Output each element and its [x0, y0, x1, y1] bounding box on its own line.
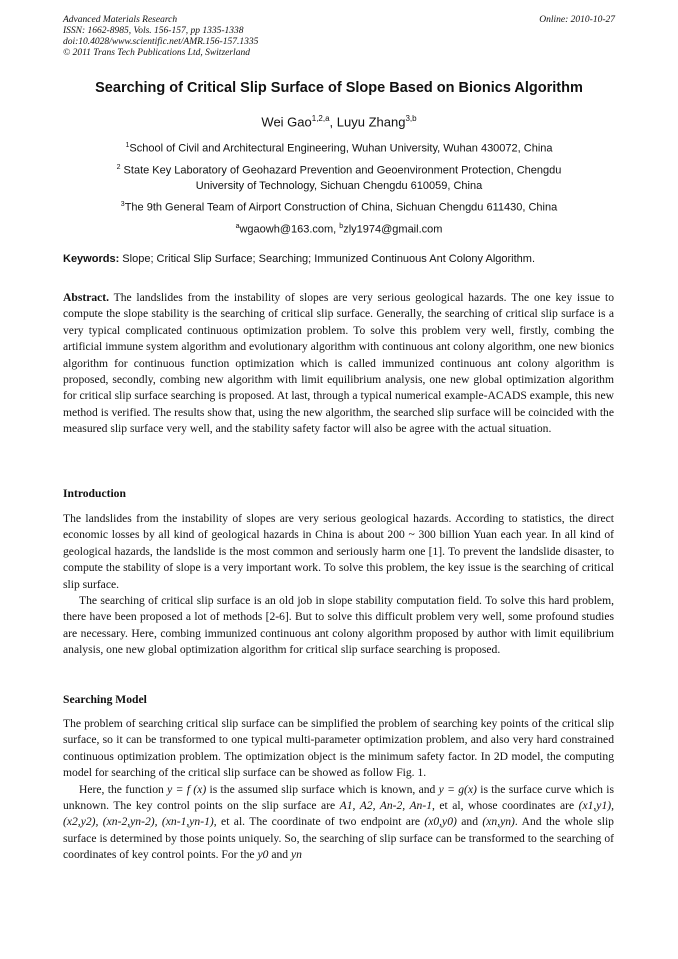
section-heading-searching-model: Searching Model — [63, 693, 147, 706]
math-expression: A1, A2, An-2, An-1 — [339, 799, 432, 813]
paragraph: Here, the function y = f (x) is the assumed slip surface which is known, and y = g(x) is the surface curve which is unknown. The key control points on the slip surface are A1, A2, An-2, An-1, et al, whose coordinates are (x1,y1), (x2,y2), (xn-2,yn-2), (xn-1,yn-1), et al. The coordinate of two endpoint are (x0,y0) and (xn,yn). And the whole slip surface is determined by those points uniquely. So, the searching of slip surface can be transformed to the searching of coordinates of key control points. For the y0 and yn — [63, 782, 615, 862]
journal-name: Advanced Materials Research — [63, 15, 178, 25]
section-heading-introduction: Introduction — [63, 487, 126, 500]
affiliation-3 — [60, 197, 618, 216]
author-separator: , — [329, 114, 337, 130]
doi-line[interactable]: doi:10.4028/www.scientific.net/AMR.156-157.1335 — [63, 37, 259, 47]
journal-header — [63, 15, 258, 59]
math-expression: (xn,yn) — [482, 815, 515, 829]
online-date: Online: 2010-10-27 — [539, 15, 615, 25]
paragraph: The problem of searching critical slip surface can be simplified the problem of searching key points of the critical slip surface, so it can be transformed to one typical multi-parameter optimization problem, and also very hard constrained continuous optimization problem. The optimization object is the minimum safety factor. In 2D model, the computing model for searching of the critical slip surface can be showed as follow Fig. 1. — [63, 717, 614, 780]
math-expression: y0 — [257, 848, 269, 862]
paper-title: Searching of Critical Slip Surface of Slope Based on Bionics Algorithm — [95, 80, 583, 96]
affiliation-text: University of Technology, Sichuan Chengdu 610059, China — [195, 179, 483, 192]
author-sup: 1,2,a — [311, 114, 330, 123]
email-link[interactable]: zly1974@gmail.com — [343, 223, 443, 236]
math-expression: yn — [290, 848, 302, 862]
email-link[interactable]: wgaowh@163.com, — [239, 223, 340, 236]
affiliation-text: The 9th General Team of Airport Construction of China, Sichuan Chengdu 611430, China — [124, 201, 558, 214]
math-expression: (x0,y0) — [424, 815, 457, 829]
email-line — [60, 219, 618, 238]
math-expression: y = g(x) — [438, 782, 477, 796]
model-body — [63, 716, 614, 864]
email-sup: b — [339, 223, 344, 230]
introduction-body — [63, 511, 614, 659]
affiliation-text: School of Civil and Architectural Engineering, Wuhan University, Wuhan 430072, China — [129, 142, 553, 155]
copyright-line: © 2011 Trans Tech Publications Ltd, Switzerland — [63, 48, 250, 58]
affiliation-1 — [60, 138, 618, 157]
author-sup: 3,b — [405, 114, 417, 123]
paragraph: The landslides from the instability of slopes are very serious geological hazards. According to statistics, the direct economic losses by all kind of geological hazards in China is about 200 ~ 300 billion Yuan each year. In all kind of geological hazards, the landslide is the most common and seriously harm one [1]. To prevent the landslide disaster, to compute the stability of slope is a very important work. To solve this problem, the key issue is the searching of critical slip surface. — [63, 512, 614, 591]
keywords-text: Slope; Critical Slip Surface; Searching; Immunized Continuous Ant Colony Algorithm. — [119, 253, 536, 265]
abstract-label: Abstract. — [63, 291, 110, 304]
affiliation-sup: 1 — [125, 142, 130, 149]
math-expression: (x1,y1), (x2,y2), (xn-2,yn-2), (xn-1,yn-1) — [63, 799, 615, 829]
affiliation-sup: 3 — [120, 201, 125, 208]
author-name: Luyu Zhang — [336, 114, 406, 130]
math-expression: y = f (x) — [167, 782, 207, 796]
affiliation-2 — [60, 160, 618, 194]
keywords — [63, 253, 623, 265]
keywords-label: Keywords: — [63, 253, 120, 265]
issn-line: ISSN: 1662-8985, Vols. 156-157, pp 1335-1338 — [63, 26, 244, 36]
author-name: Wei Gao — [261, 114, 312, 130]
affiliation-text: State Key Laboratory of Geohazard Prevention and Geoenvironment Protection, Chengdu — [120, 164, 562, 177]
author-line — [0, 114, 678, 129]
abstract-text: The landslides from the instability of slopes are very serious geological hazards. The one key issue to compute the slope stability is the searching of critical slip surface. Generally, the searching of critical slip surface is a very typical complicated continuous optimization problem. To solve this problem very well, firstly, combing the artificial immune system algorithm and evolutionary algorithm with continuous ant colony algorithm, one new bionics algorithm for continuous function optimization which is called immunized continuous ant colony algorithm is proposed, secondly, combing new algorithm with limit equilibrium analysis, one new global optimization algorithm for critical slip surface searching is proposed. At last, through a typical numerical example-ACADS example, this new method is verified. The results show that, using the new algorithm, the searched slip surface will be coincided with the measured slip surface very well, and the stability safety factor will also be agree with the actual situation. — [63, 291, 614, 436]
affiliation-sup: 2 — [116, 164, 121, 171]
email-sup: a — [235, 223, 240, 230]
abstract — [63, 290, 614, 438]
paragraph: The searching of critical slip surface is an old job in slope stability computation field. To solve this hard problem, there have been proposed a lot of methods [2-6]. But to solve this difficult problem very well, some profound studies are necessary. Here, combing immunized continuous ant colony algorithm proposed by author with limit equilibrium analysis, one new global optimization algorithm for critical slip surface searching is proposed. — [63, 594, 614, 657]
